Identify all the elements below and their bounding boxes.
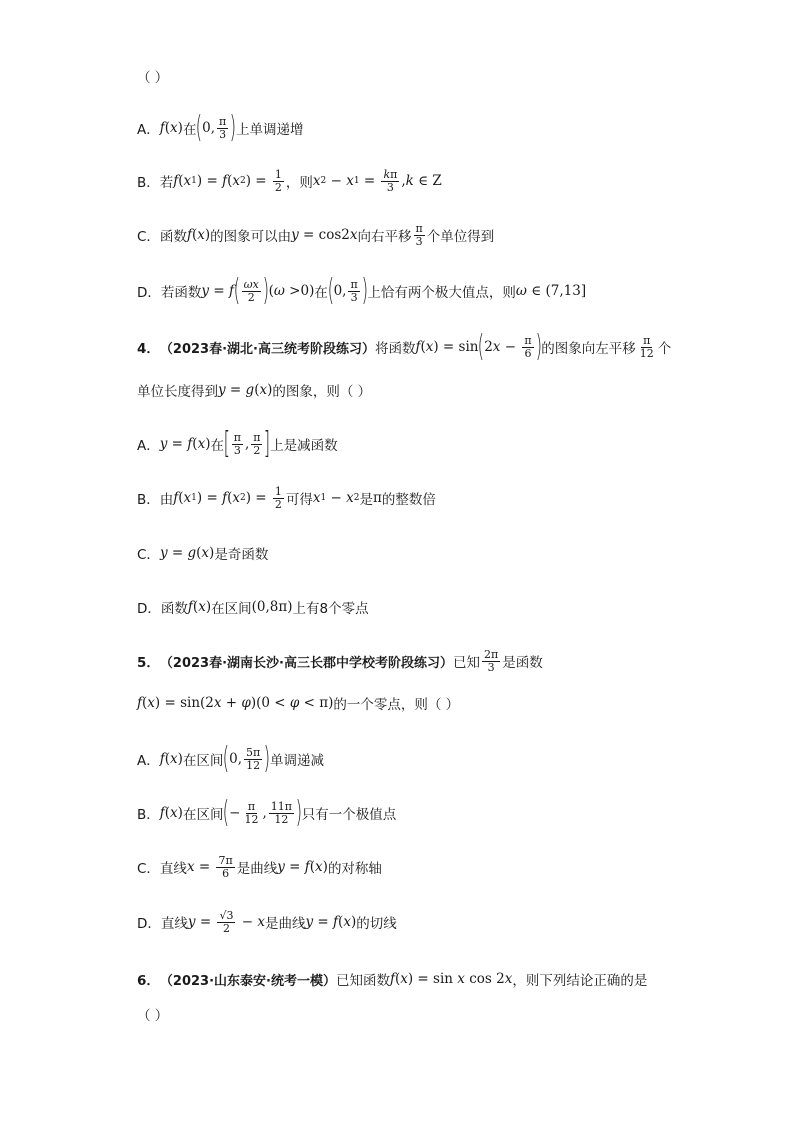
- q6-paren: （ ）: [137, 1008, 169, 1024]
- q5-stem-line2: f ( x ) = sin(2 x + φ )(0 < φ < π) 的一个零点，则（ ）: [137, 695, 460, 713]
- q5-option-d: D．直线 y = $\frac{√3}{2}$ − x 是曲线 y = f ( x ) 的切线: [137, 908, 397, 935]
- q3-option-a: A． f ( x ) 在 ( 0, $\frac{\pi}{3}$ ) 上单调递增: [137, 110, 304, 145]
- q4-stem-line2: 单位长度得到 y = g ( x ) 的图象，则（ ）: [137, 382, 372, 400]
- q5-stem-line1: 5． （2023春·湖南长沙·高三长郡中学校考阶段练习） 已知 $\frac{2\pi}{3}$ 是函数: [137, 647, 543, 674]
- q3-option-b: B．若 f ( x 1 ) = f ( x 2 ) = $\frac{1}{2}$ ，则 x 2 − x 1 = $\frac{k\pi}{3}$ , k ∈ Z: [137, 167, 442, 194]
- q4-stem-line1: 4． （2023春·湖北·高三统考阶段练习） 将函数 f ( x ) = sin ( 2 x − $\frac{\pi}{6}$ ) 的图象向左平移 $\frac{\pi}{12}$ 个: [137, 329, 672, 364]
- q4-option-a: A． y = f ( x ) 在 [ $\frac{\pi}{3}$ , $\frac{\pi}{2}$ ] 上是减函数: [137, 426, 338, 461]
- q5-option-a: A． f ( x ) 在区间 ( 0, $\frac{5\pi}{12}$ ) 单调递减: [137, 741, 324, 776]
- q3-option-d: D．若函数 y = f ( $\frac{\omega x}{2}$ ) ( ω >0) 在 ( 0, $\frac{\pi}{3}$ ) 上恰有两个极大值点，则 ω ∈ (7,13]: [137, 273, 587, 308]
- q5-option-b: B． f ( x ) 在区间 ( − $\frac{\pi}{12}$ , $\frac{11\pi}{12}$ ) 只有一个极值点: [137, 795, 397, 830]
- q3-paren: （ ）: [137, 70, 169, 86]
- q5-option-c: C．直线 x = $\frac{7\pi}{6}$ 是曲线 y = f ( x ) 的对称轴: [137, 853, 382, 880]
- q4-option-b: B．由 f ( x 1 ) = f ( x 2 ) = $\frac{1}{2}$ 可得 x 1 − x 2 是 π 的整数倍: [137, 484, 436, 511]
- q3-option-c: C．函数 f ( x ) 的图象可以由 y = cos2 x 向右平移 $\frac{\pi}{3}$ 个单位得到: [137, 221, 495, 248]
- q4-option-c: C． y = g ( x ) 是奇函数: [137, 545, 269, 563]
- q4-option-d: D．函数 f ( x ) 在区间 (0,8π) 上有8个零点: [137, 599, 369, 617]
- q6-stem-line1: 6． （2023·山东泰安·统考一模） 已知函数 f ( x ) = sin x cos 2 x ，则下列结论正确的是: [137, 971, 648, 989]
